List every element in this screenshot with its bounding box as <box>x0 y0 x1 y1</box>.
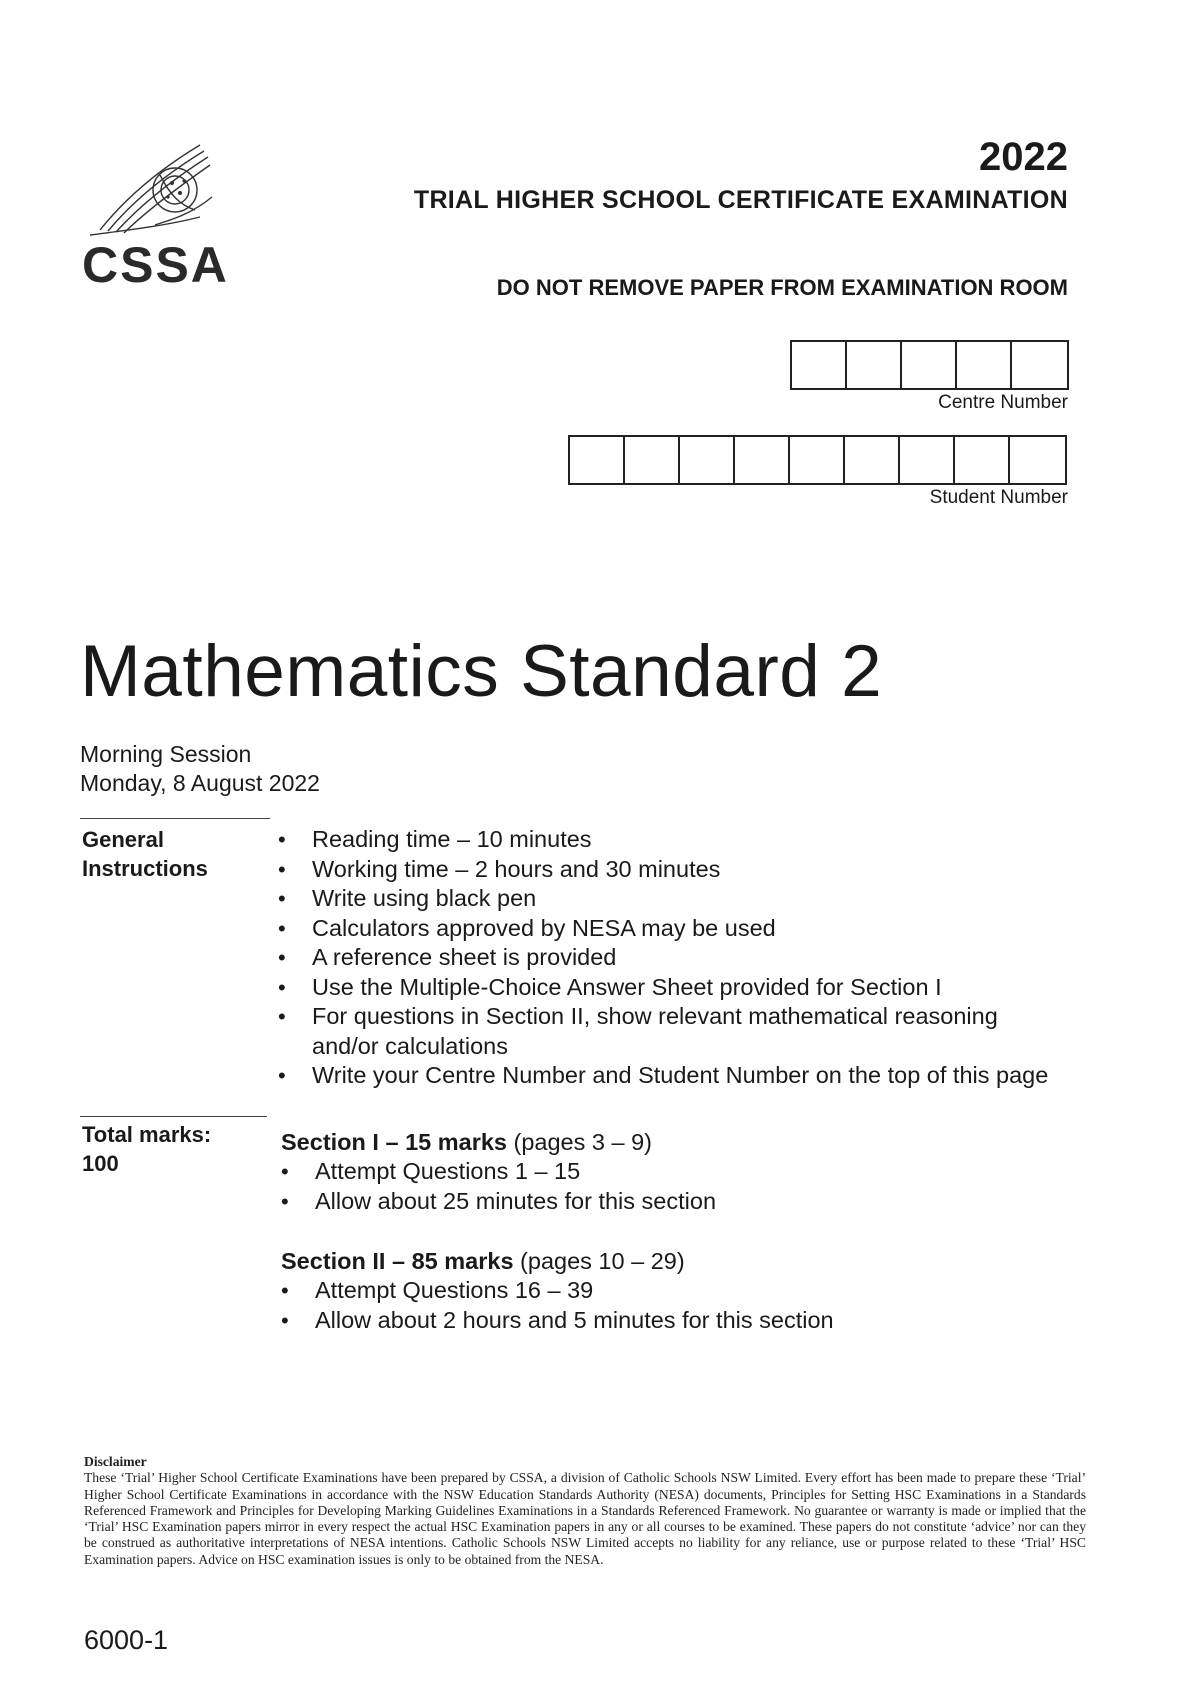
list-item: • A reference sheet is provided <box>278 943 1098 973</box>
student-number-box[interactable] <box>900 437 955 483</box>
exam-year: 2022 <box>979 135 1068 179</box>
centre-number-box[interactable] <box>792 342 847 388</box>
student-number-boxes[interactable] <box>568 435 1067 485</box>
list-item: • Reading time – 10 minutes <box>278 825 1098 855</box>
divider <box>80 1116 267 1117</box>
student-number-box[interactable] <box>735 437 790 483</box>
centre-number-boxes[interactable] <box>790 340 1069 390</box>
session-info <box>80 740 320 798</box>
student-number-box[interactable] <box>680 437 735 483</box>
disclaimer <box>84 1454 1086 1568</box>
list-item: • Attempt Questions 16 – 39 <box>281 1276 1081 1306</box>
centre-number-box[interactable] <box>847 342 902 388</box>
section-heading: Section II – 85 marks (pages 10 – 29) <box>281 1248 685 1274</box>
student-number-box[interactable] <box>845 437 900 483</box>
student-number-box[interactable] <box>1010 437 1065 483</box>
general-instructions-list <box>278 825 1098 1091</box>
total-marks <box>82 1120 211 1178</box>
list-item: • For questions in Section II, show relevant mathematical reasoning and/or calculations <box>278 1002 1032 1061</box>
section-heading: Section I – 15 marks (pages 3 – 9) <box>281 1129 652 1155</box>
disclaimer-text: These ‘Trial’ Higher School Certificate Examinations have been prepared by CSSA, a division of Catholic Schools NSW Limited. Every effort has been made to prepare these ‘Trial’ Higher School Certificate Examinations in accordance with the NSW Education Standards Authority (NESA) documents, Principles for Setting HSC Examinations in a Standards Referenced Framework and Principles for Developing Marking Guidelines Examinations in a Standards Referenced Framework. No guarantee or warranty is made or implied that the ‘Trial’ HSC Examination papers mirror in every respect the actual HSC Examination papers in any or all courses to be examined. These papers do not constitute ‘advice’ nor can they be construed as authoritative interpretations of NESA intentions. Catholic Schools NSW Limited accepts no liability for any reliance, use or purpose related to these ‘Trial’ HSC Examination papers. Advice on HSC examination issues is only to be obtained from the NESA. <box>84 1470 1086 1567</box>
list-item: • Calculators approved by NESA may be used <box>278 914 1098 944</box>
exam-notice: DO NOT REMOVE PAPER FROM EXAMINATION ROOM <box>496 275 1068 300</box>
section-instructions <box>281 1276 1081 1335</box>
general-instructions-heading: General Instructions <box>82 827 208 881</box>
centre-number-box[interactable] <box>957 342 1012 388</box>
student-number-label: Student Number <box>929 487 1068 508</box>
total-marks-label: Total marks: <box>82 1122 212 1147</box>
cssa-logo-icon <box>80 135 230 245</box>
student-number-box[interactable] <box>625 437 680 483</box>
list-item: • Write using black pen <box>278 884 1098 914</box>
list-item: • Attempt Questions 1 – 15 <box>281 1157 1081 1187</box>
student-number-box[interactable] <box>570 437 625 483</box>
student-number-box[interactable] <box>790 437 845 483</box>
exam-title: TRIAL HIGHER SCHOOL CERTIFICATE EXAMINATION <box>413 186 1068 214</box>
centre-number-box[interactable] <box>1012 342 1067 388</box>
list-item: • Allow about 25 minutes for this section <box>281 1187 1081 1217</box>
list-item: • Use the Multiple-Choice Answer Sheet provided for Section I <box>278 973 1098 1003</box>
logo-text: CSSA <box>82 237 229 293</box>
session-name: Morning Session <box>80 741 252 767</box>
centre-number-box[interactable] <box>902 342 957 388</box>
divider <box>80 818 270 819</box>
section-1 <box>281 1127 1081 1216</box>
section-2 <box>281 1246 1081 1335</box>
disclaimer-heading: Disclaimer <box>84 1454 147 1469</box>
centre-number-label: Centre Number <box>938 392 1068 413</box>
total-marks-value: 100 <box>82 1151 119 1176</box>
list-item: • Working time – 2 hours and 30 minutes <box>278 855 1098 885</box>
list-item: • Write your Centre Number and Student Number on the top of this page <box>278 1061 1098 1091</box>
student-number-box[interactable] <box>955 437 1010 483</box>
session-date: Monday, 8 August 2022 <box>80 770 320 796</box>
section-instructions <box>281 1157 1081 1216</box>
paper-code: 6000-1 <box>84 1625 169 1655</box>
list-item: • Allow about 2 hours and 5 minutes for this section <box>281 1306 1081 1336</box>
subject-title: Mathematics Standard 2 <box>80 631 883 712</box>
